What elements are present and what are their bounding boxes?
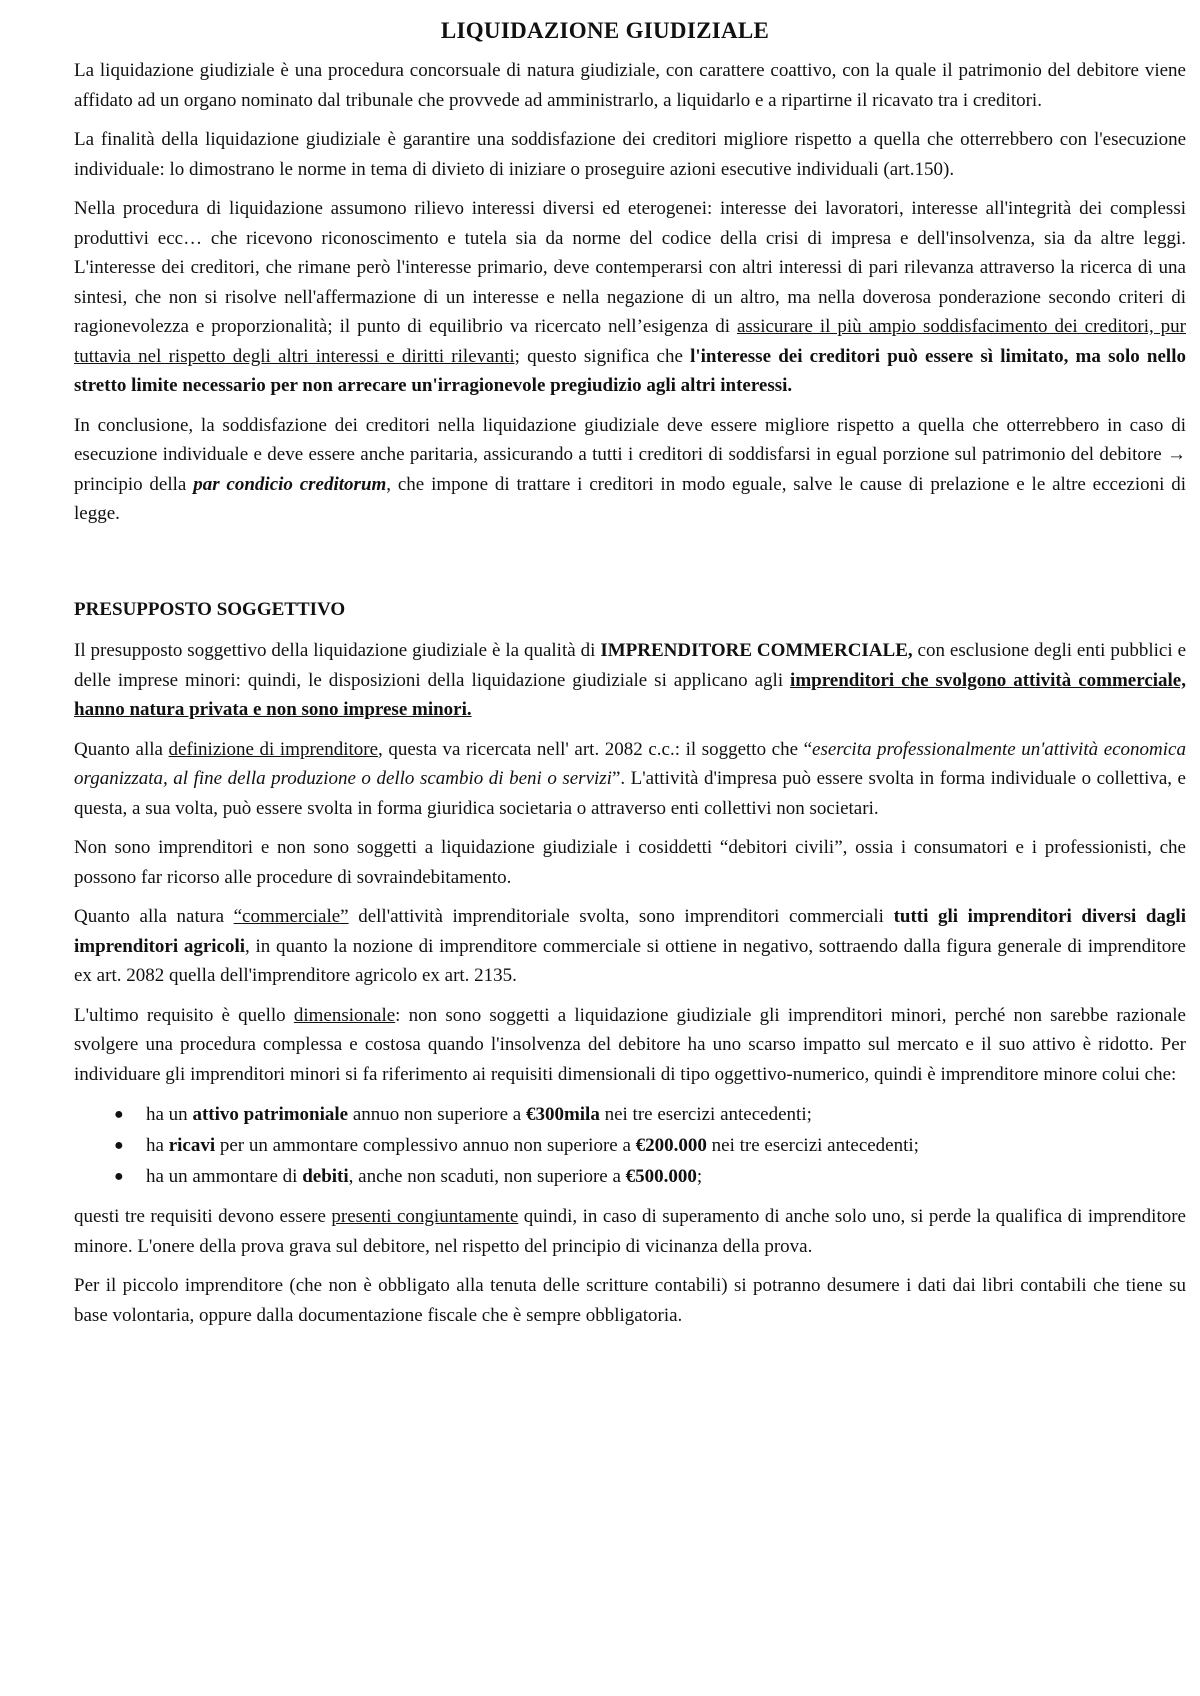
- text-run: Il presupposto soggettivo della liquidazione giudiziale è la qualità di: [74, 640, 601, 661]
- bold-amount: €200.000: [635, 1135, 707, 1156]
- text-run: , in quanto la nozione di imprenditore commerciale si ottiene in negativo, sottraendo dalla figura generale di imprenditore ex art. 2082 quella dell'imprenditore agricolo ex art. 2135.: [74, 935, 1186, 986]
- intro-paragraph-3: [74, 194, 1186, 401]
- bold-underlined-text: imprenditori che svolgono attività commerciale, hanno natura privata e non sono imprese minori.: [74, 669, 1186, 720]
- bold-text: debiti: [302, 1166, 349, 1187]
- section-paragraph-4: [74, 902, 1186, 991]
- intro-paragraph-1: La liquidazione giudiziale è una procedura concorsuale di natura giudiziale, con carattere coattivo, con la quale il patrimonio del debitore viene affidato ad un organo nominato dal tribunale che provvede ad amministrarlo, a liquidarlo e a ripartirne il ricavato tra i creditori.: [74, 60, 1186, 111]
- bold-text: l'interesse dei creditori può essere sì limitato, ma solo nello stretto limite necessario per non arrecare un'irragionevole pregiudizio agli altri interessi.: [74, 345, 1186, 396]
- intro-paragraph-2: La finalità della liquidazione giudiziale è garantire una soddisfazione dei creditori migliore rispetto a quella che otterrebbero con l'esecuzione individuale: lo dimostrano le norme in tema di divieto di iniziare o proseguire azioni esecutive individuali (art.150).: [74, 129, 1186, 180]
- text-run: nei tre esercizi antecedenti;: [599, 1104, 812, 1125]
- text-run: questo significa che: [519, 345, 691, 367]
- section-paragraph-1: [74, 636, 1186, 725]
- text-run: annuo non superiore a: [348, 1104, 526, 1125]
- italic-quote: esercita professionalmente un'attività economica organizzata, al fine della produzione o dello scambio di beni o servizi: [74, 738, 1186, 789]
- text-run: , anche non scaduti, non superiore a: [348, 1166, 626, 1187]
- bold-text: attivo patrimoniale: [192, 1104, 349, 1125]
- bullet-icon: ●: [114, 1106, 124, 1123]
- text-run: In conclusione, la soddisfazione dei creditori nella liquidazione giudiziale deve essere migliore rispetto a quella che otterrebbero in caso di esecuzione individuale e deve essere anche paritaria, assicurando a tutti i creditori di soddisfarsi in egual porzione sul patrimonio del debitore: [74, 414, 1186, 465]
- text-run: principio della: [74, 473, 194, 495]
- section-paragraph-6: [74, 1202, 1186, 1261]
- bold-underlined-comma: ,: [907, 640, 913, 661]
- text-run: L'ultimo requisito è quello: [74, 1004, 294, 1026]
- list-item: [114, 1130, 1186, 1161]
- bullet-icon: ●: [114, 1137, 124, 1154]
- text-run: con esclusione degli enti pubblici e delle imprese minori: quindi, le disposizioni della liquidazione giudiziale si applicano agli: [74, 640, 1186, 691]
- right-arrow-icon: →: [1167, 444, 1186, 465]
- text-run: questi tre requisiti devono essere: [74, 1206, 332, 1227]
- text-run: ha un ammontare di: [146, 1166, 303, 1187]
- section-paragraph-2: [74, 735, 1186, 824]
- section-paragraph-3: Non sono imprenditori e non sono soggetti a liquidazione giudiziale i cosiddetti “debitori civili”, ossia i consumatori e i professionisti, che possono far ricorso alle procedure di sovraindebitamento.: [74, 837, 1186, 888]
- text-run: Nella procedura di liquidazione assumono rilievo interessi diversi ed eterogenei: interesse dei lavoratori, interesse all'integrità dei complessi produttivi ecc… che ricevono riconoscimento e tutela sia da norme del codice della crisi di impresa e dell'insolvenza, sia da altre leggi. L'interesse dei creditori, che rimane però l'interesse primario, deve contemperarsi con altri interessi di pari rilevanza attraverso la ricerca di una sintesi, che non si risolve nell'affermazione di un interesse e nella negazione di un altro, ma nella doverosa ponderazione secondo criteri di ragionevolezza e proporzionalità; il punto di equilibrio va ricercato nell’esigenza di: [74, 198, 1186, 337]
- section-paragraph-7: Per il piccolo imprenditore (che non è obbligato alla tenuta delle scritture contabili) si potranno desumere i dati dai libri contabili che tiene su base volontaria, oppure dalla documentazione fiscale che è sempre obbligatoria.: [74, 1275, 1186, 1326]
- text-run: quindi, in caso di superamento di anche solo uno, si perde la qualifica di imprenditore minore. L'onere della prova grava sul debitore, nel rispetto del principio di vicinanza della prova.: [74, 1206, 1186, 1257]
- bold-amount: €500.000: [625, 1166, 697, 1187]
- bold-text: IMPRENDITORE COMMERCIALE: [600, 640, 908, 661]
- section-paragraph-5: [74, 1001, 1186, 1090]
- text-run: dell'attività imprenditoriale svolta, sono imprenditori commerciali: [348, 906, 894, 927]
- text-run: ha: [146, 1135, 169, 1156]
- text-run: : non sono soggetti a liquidazione giudiziale gli imprenditori minori, perché non sarebbe razionale svolgere una procedura complessa e costosa quando l'insolvenza del debitore ha uno scarso impatto sul mercato e il suo attivo è ridotto. Per individuare gli imprenditori minori si fa riferimento ai requisiti dimensionali di tipo oggettivo-numerico, quindi è imprenditore minore colui che:: [74, 1004, 1186, 1085]
- list-item: [114, 1099, 1186, 1130]
- list-item: [114, 1161, 1186, 1192]
- text-run: ha un: [146, 1104, 193, 1125]
- text-run: , questa va ricercata nell' art. 2082 c.c.: il soggetto che “: [378, 738, 813, 760]
- underlined-text: definizione di imprenditore: [168, 738, 379, 760]
- bold-text: ricavi: [168, 1135, 216, 1156]
- section-spacer: [74, 539, 1186, 595]
- text-run: Quanto alla: [74, 738, 169, 760]
- requirements-list: [74, 1099, 1186, 1192]
- underlined-text: presenti congiuntamente: [331, 1206, 519, 1227]
- text-run: Quanto alla natura: [74, 906, 234, 927]
- document-title: LIQUIDAZIONE GIUDIZIALE: [440, 18, 770, 43]
- text-run: , che impone di trattare i creditori in modo eguale, salve le cause di prelazione e le altre eccezioni di legge.: [74, 473, 1186, 524]
- underlined-text: “commerciale”: [233, 906, 349, 927]
- bold-italic-text: par condicio creditorum: [193, 473, 387, 495]
- text-run: nei tre esercizi antecedenti;: [706, 1135, 919, 1156]
- underlined-text: assicurare il più ampio soddisfacimento dei creditori, pur tuttavia nel rispetto degli altri interessi e diritti rilevanti;: [74, 316, 1186, 367]
- bullet-icon: ●: [114, 1168, 124, 1185]
- underlined-text: dimensionale: [293, 1004, 396, 1026]
- section-heading: PRESUPPOSTO SOGGETTIVO: [74, 598, 346, 620]
- intro-paragraph-4: [74, 411, 1186, 529]
- bold-amount: €300mila: [525, 1104, 600, 1125]
- text-run: ”. L'attività d'impresa può essere svolta in forma individuale o collettiva, e questa, a sua volta, può essere svolta in forma giuridica societaria o attraverso enti collettivi non societari.: [74, 768, 1186, 819]
- bold-text: tutti gli imprenditori diversi dagli imprenditori agricoli: [74, 906, 1186, 957]
- text-run: ;: [696, 1166, 703, 1187]
- text-run: per un ammontare complessivo annuo non superiore a: [215, 1135, 636, 1156]
